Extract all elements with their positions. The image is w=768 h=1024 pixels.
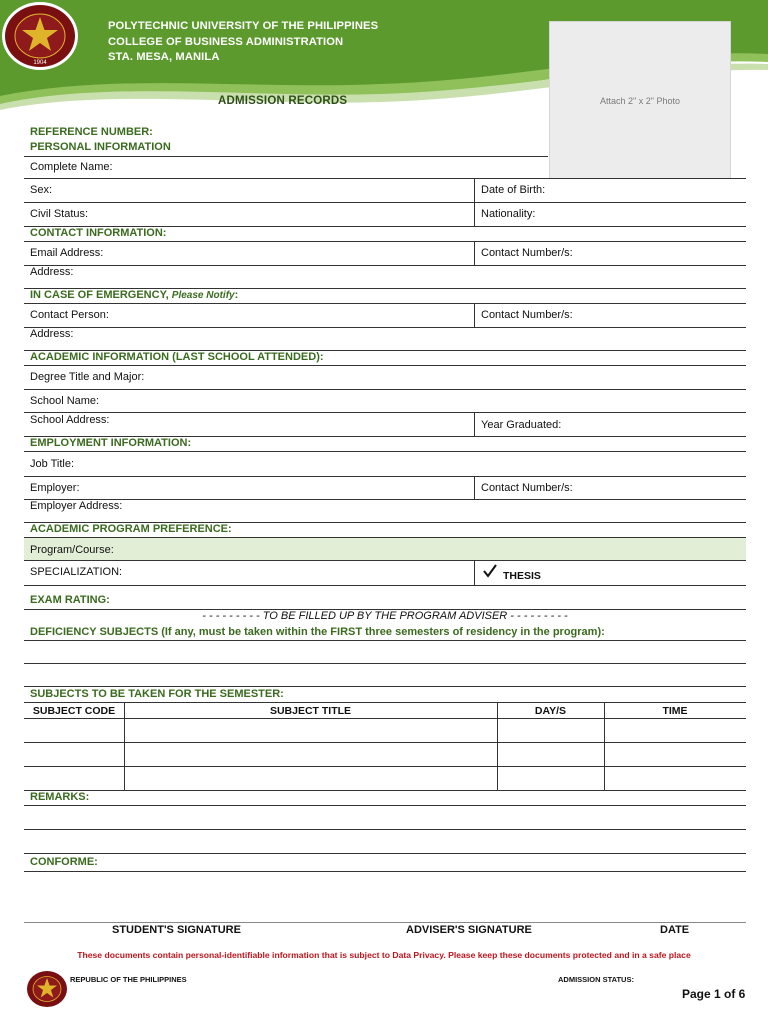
emergency-address-label: Address: — [30, 328, 74, 340]
employer-contact-label: Contact Number/s: — [481, 482, 573, 494]
photo-attachment-box[interactable] — [549, 21, 731, 179]
email-label: Email Address: — [30, 247, 104, 259]
degree-label: Degree Title and Major: — [30, 371, 145, 383]
reference-number-label: REFERENCE NUMBER: — [30, 126, 153, 138]
program-row — [24, 538, 746, 560]
col-subject-title: SUBJECT TITLE — [269, 705, 352, 717]
contact-number-label: Contact Number/s: — [481, 247, 573, 259]
employer-address-label: Employer Address: — [30, 500, 123, 512]
photo-box-label: Attach 2" x 2" Photo — [600, 96, 680, 106]
program-course-label: Program/Course: — [30, 544, 114, 556]
thesis-option[interactable]: THESIS — [503, 570, 541, 582]
signature-line — [24, 922, 746, 923]
nationality-label: Nationality: — [481, 208, 536, 220]
university-seal-icon — [0, 0, 80, 72]
campus-location: STA. MESA, MANILA — [108, 51, 220, 63]
emergency-contact-number-label: Contact Number/s: — [481, 309, 573, 321]
sex-label: Sex: — [30, 184, 53, 196]
student-signature-label: STUDENT'S SIGNATURE — [112, 924, 241, 936]
remarks-heading: REMARKS: — [30, 791, 90, 803]
civil-status-label: Civil Status: — [30, 208, 89, 220]
footer-republic-label: REPUBLIC OF THE PHILIPPINES — [70, 975, 187, 984]
privacy-notice: These documents contain personal-identifiable information that is subject to Data Privacy. Please keep these documents protected and in a safe place — [77, 950, 691, 960]
conforme-heading: CONFORME: — [30, 856, 98, 868]
personal-info-heading: PERSONAL INFORMATION — [30, 141, 171, 153]
table-row — [24, 742, 746, 743]
emergency-note: Please Notify — [171, 290, 235, 301]
employer-label: Employer: — [30, 482, 80, 494]
col-time: TIME — [662, 705, 688, 717]
school-address-label: School Address: — [30, 414, 110, 426]
emergency-heading: IN CASE OF EMERGENCY, Please Notify: — [30, 289, 239, 301]
year-graduated-label: Year Graduated: — [481, 419, 562, 431]
job-title-label: Job Title: — [30, 458, 75, 470]
seal-year: 1904 — [33, 60, 47, 66]
employment-info-heading: EMPLOYMENT INFORMATION: — [30, 437, 192, 449]
table-row — [24, 790, 746, 791]
page-number: Page 1 of 6 — [682, 987, 746, 1001]
exam-rating-heading: EXAM RATING: — [30, 594, 110, 606]
academic-info-heading: ACADEMIC INFORMATION (LAST SCHOOL ATTENDED): — [30, 351, 324, 363]
subjects-heading: SUBJECTS TO BE TAKEN FOR THE SEMESTER: — [30, 688, 284, 700]
checkmark-icon[interactable] — [482, 563, 498, 579]
specialization-label: SPECIALIZATION: — [30, 566, 123, 578]
adviser-signature-label: ADVISER'S SIGNATURE — [406, 924, 532, 936]
program-preference-heading: ACADEMIC PROGRAM PREFERENCE: — [30, 523, 232, 535]
dob-label: Date of Birth: — [481, 184, 546, 196]
adviser-note: - - - - - - - - - TO BE FILLED UP BY THE PROGRAM ADVISER - - - - - - - - - — [202, 610, 568, 622]
col-days: DAY/S — [534, 705, 567, 717]
date-label: DATE — [660, 924, 690, 936]
col-subject-code: SUBJECT CODE — [32, 705, 116, 717]
college-name: COLLEGE OF BUSINESS ADMINISTRATION — [108, 35, 344, 48]
university-header — [108, 19, 378, 66]
complete-name-label: Complete Name: — [30, 161, 113, 173]
university-name: POLYTECHNIC UNIVERSITY OF THE PHILIPPINES — [108, 20, 379, 32]
document-title: ADMISSION RECORDS — [218, 95, 348, 107]
footer-admission-status-label: ADMISSION STATUS: — [558, 975, 634, 984]
address-label: Address: — [30, 266, 74, 278]
contact-info-heading: CONTACT INFORMATION: — [30, 227, 167, 239]
school-name-label: School Name: — [30, 395, 100, 407]
footer-seal-icon — [26, 970, 68, 1008]
deficiency-subjects-heading: DEFICIENCY SUBJECTS (If any, must be taken within the FIRST three semesters of residency in the program): — [30, 626, 605, 638]
table-row — [24, 766, 746, 767]
contact-person-label: Contact Person: — [30, 309, 109, 321]
